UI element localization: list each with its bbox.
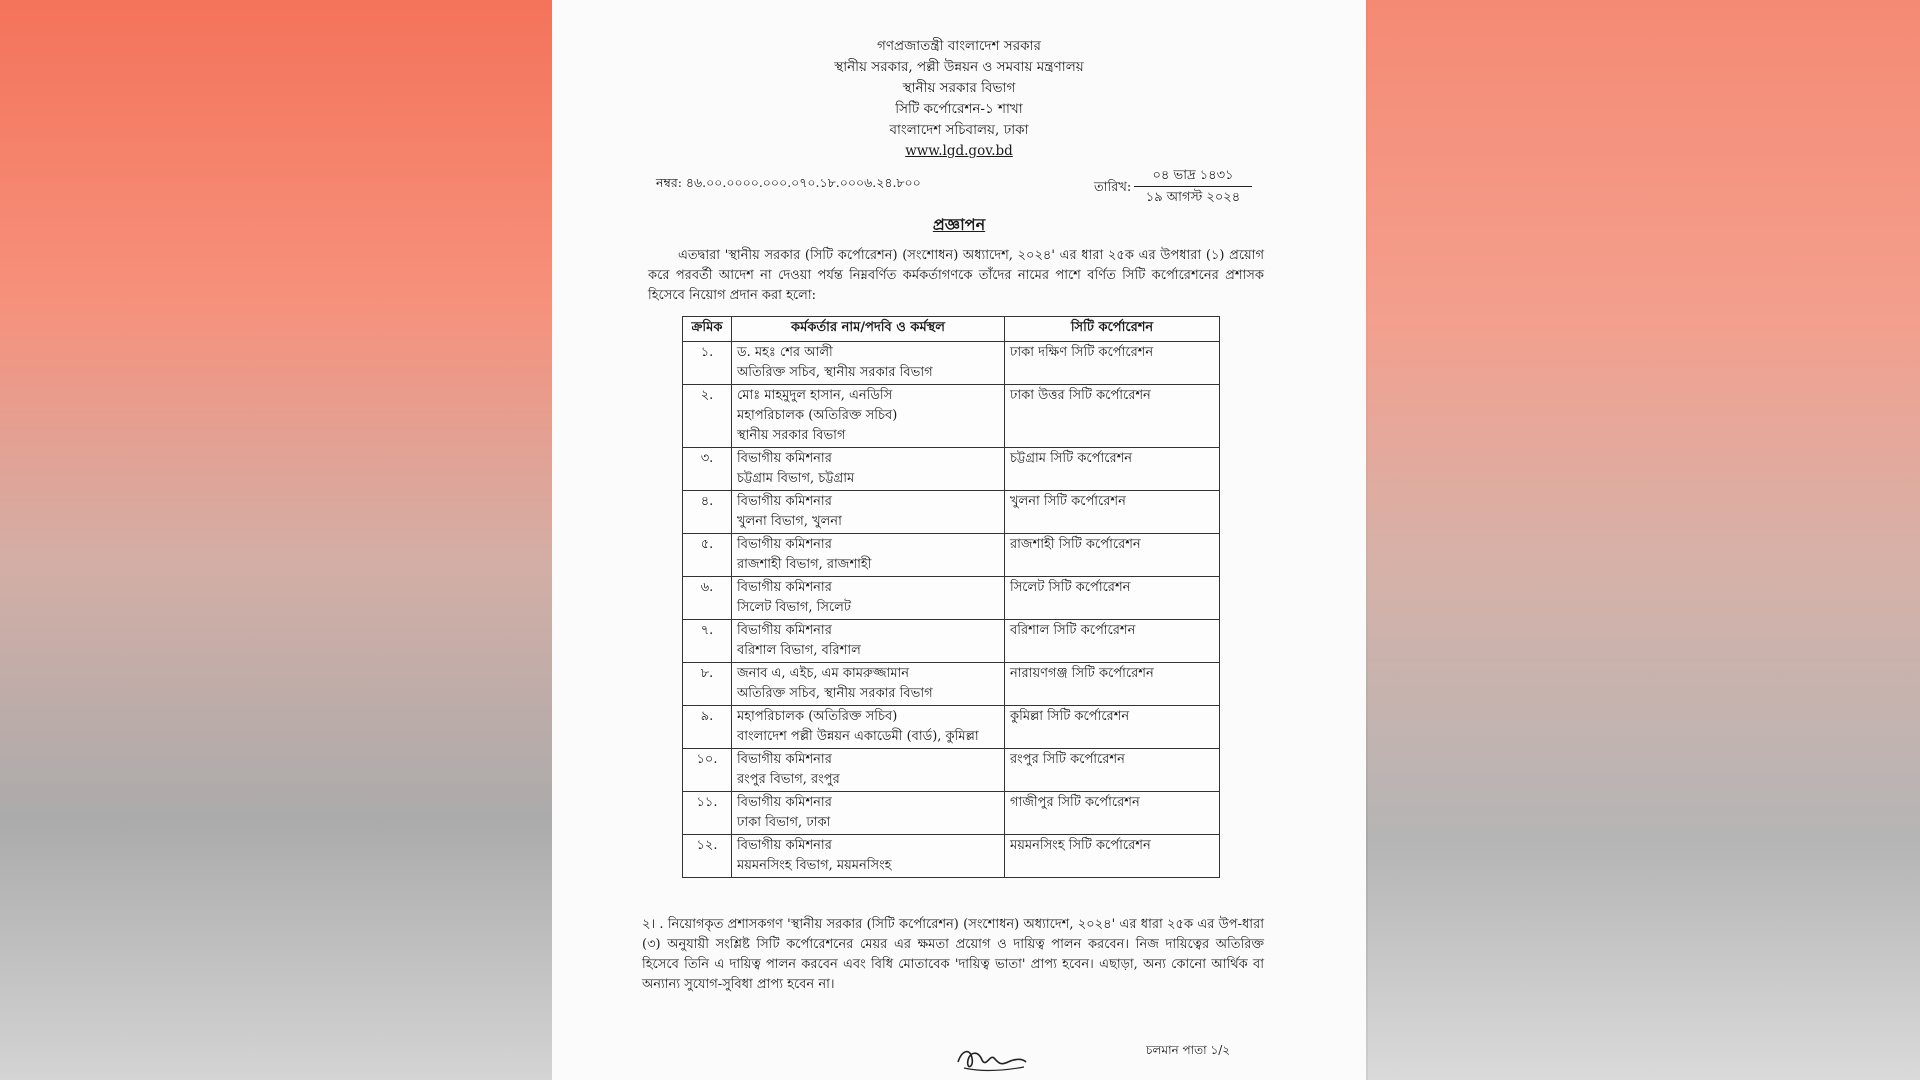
row-officer <box>732 792 1005 835</box>
row-corporation: চট্টগ্রাম সিটি কর্পোরেশন <box>1005 448 1220 491</box>
row-officer <box>732 385 1005 448</box>
row-serial: ১. <box>683 342 732 385</box>
row-corporation: ময়মনসিংহ সিটি কর্পোরেশন <box>1005 835 1220 878</box>
row-serial: ৬. <box>683 577 732 620</box>
officer-line: চট্টগ্রাম বিভাগ, চট্টগ্রাম <box>737 471 855 486</box>
row-corporation: বরিশাল সিটি কর্পোরেশন <box>1005 620 1220 663</box>
header-corporation: সিটি কর্পোরেশন <box>1005 317 1220 342</box>
date-block <box>1134 166 1252 209</box>
table-row <box>683 663 1220 706</box>
letterhead-address: বাংলাদেশ সচিবালয়, ঢাকা <box>889 122 1029 138</box>
row-officer <box>732 663 1005 706</box>
table-row <box>683 448 1220 491</box>
row-serial: ৯. <box>683 706 732 749</box>
officer-line: স্থানীয় সরকার বিভাগ <box>737 428 846 443</box>
row-officer <box>732 491 1005 534</box>
officer-line: বিভাগীয় কমিশনার <box>737 623 832 638</box>
officer-line: ড. মহঃ শের আলী <box>737 345 833 360</box>
table-row <box>683 706 1220 749</box>
officer-line: মহাপরিচালক (অতিরিক্ত সচিব) <box>737 709 898 724</box>
table-row <box>683 620 1220 663</box>
header-serial: ক্রমিক <box>683 317 732 342</box>
officer-line: বিভাগীয় কমিশনার <box>737 580 832 595</box>
row-corporation: ঢাকা উত্তর সিটি কর্পোরেশন <box>1005 385 1220 448</box>
officer-line: মোঃ মাহমুদুল হাসান, এনডিসি <box>737 388 893 403</box>
letterhead-ministry: স্থানীয় সরকার, পল্লী উন্নয়ন ও সমবায় মন্ত্রণালয় <box>834 59 1084 75</box>
table-row <box>683 577 1220 620</box>
officer-line: বিভাগীয় কমিশনার <box>737 451 832 466</box>
signature-mark <box>952 1040 1032 1074</box>
date-label: তারিখ: <box>1094 180 1132 195</box>
row-officer <box>732 534 1005 577</box>
row-corporation: কুমিল্লা সিটি কর্পোরেশন <box>1005 706 1220 749</box>
row-officer <box>732 835 1005 878</box>
row-officer <box>732 620 1005 663</box>
officer-line: বিভাগীয় কমিশনার <box>737 795 832 810</box>
officer-line: ঢাকা বিভাগ, ঢাকা <box>737 815 831 830</box>
row-corporation: নারায়ণগঞ্জ সিটি কর্পোরেশন <box>1005 663 1220 706</box>
row-corporation: রাজশাহী সিটি কর্পোরেশন <box>1005 534 1220 577</box>
row-serial: ২. <box>683 385 732 448</box>
row-serial: ৭. <box>683 620 732 663</box>
officer-line: সিলেট বিভাগ, সিলেট <box>737 600 851 615</box>
row-serial: ১১. <box>683 792 732 835</box>
date-bangla: ০৪ ভাদ্র ১৪৩১ <box>1134 166 1252 187</box>
officer-line: বিভাগীয় কমিশনার <box>737 838 832 853</box>
letterhead-division: স্থানীয় সরকার বিভাগ <box>902 80 1016 96</box>
memo-number: নম্বর: ৪৬.০০.০০০০.০০০.০৭০.১৮.০০০৬.২৪.৮০০ <box>656 175 921 190</box>
row-serial: ১২. <box>683 835 732 878</box>
officer-line: অতিরিক্ত সচিব, স্থানীয় সরকার বিভাগ <box>737 365 933 380</box>
letterhead <box>552 36 1366 162</box>
document-title: প্রজ্ঞাপন <box>932 215 986 234</box>
officer-line: জনাব এ, এইচ, এম কামরুজ্জামান <box>737 666 910 681</box>
row-corporation: রংপুর সিটি কর্পোরেশন <box>1005 749 1220 792</box>
paragraph-intro: এতদ্বারা 'স্থানীয় সরকার (সিটি কর্পোরেশন) (সংশোধন) অধ্যাদেশ, ২০২৪' এর ধারা ২৫ক এর উপধারা (১) প্রয়োগ করে পরবর্তী আদেশ না দেওয়া পর্যন্ত নিম্নবর্ণিত কর্মকর্তাগণকে তাঁদের নামের পাশে বর্ণিত সিটি কর্পোরেশনের প্রশাসক হিসেবে নিয়োগ প্রদান করা হলো: <box>648 248 1264 303</box>
date-english: ১৯ আগস্ট ২০২৪ <box>1145 190 1241 205</box>
row-officer <box>732 342 1005 385</box>
row-officer <box>732 448 1005 491</box>
officer-line: বিভাগীয় কমিশনার <box>737 537 832 552</box>
officer-line: বিভাগীয় কমিশনার <box>737 494 832 509</box>
document-page <box>552 0 1366 1080</box>
letterhead-branch: সিটি কর্পোরেশন-১ শাখা <box>895 101 1023 117</box>
website-link[interactable]: www.lgd.gov.bd <box>905 143 1013 159</box>
row-corporation: গাজীপুর সিটি কর্পোরেশন <box>1005 792 1220 835</box>
row-serial: ১০. <box>683 749 732 792</box>
officer-line: খুলনা বিভাগ, খুলনা <box>737 514 842 529</box>
officer-line: অতিরিক্ত সচিব, স্থানীয় সরকার বিভাগ <box>737 686 933 701</box>
paragraph-two: ২। . নিয়োগকৃত প্রশাসকগণ 'স্থানীয় সরকার (সিটি কর্পোরেশন) (সংশোধন) অধ্যাদেশ, ২০২৪' এর ধারা ২৫ক এর উপ-ধারা (৩) অনুযায়ী সংশ্লিষ্ট সিটি কর্পোরেশনের মেয়র এর ক্ষমতা প্রয়োগ ও দায়িত্ব পালন করবেন। নিজ দায়িত্বের অতিরিক্ত হিসেবে তিনি এ দায়িত্ব পালন করবেন এবং বিধি মোতাবেক 'দায়িত্ব ভাতা' প্রাপ্য হবেন। এছাড়া, অন্য কোনো আর্থিক বা অন্যান্য সুযোগ-সুবিধা প্রাপ্য হবেন না। <box>642 917 1264 992</box>
row-serial: ৪. <box>683 491 732 534</box>
row-corporation: খুলনা সিটি কর্পোরেশন <box>1005 491 1220 534</box>
table-row <box>683 491 1220 534</box>
row-officer <box>732 749 1005 792</box>
background-right-panel <box>1368 0 1920 1080</box>
officer-line: বাংলাদেশ পল্লী উন্নয়ন একাডেমী (বার্ড), কুমিল্লা <box>737 729 979 744</box>
table-row <box>683 792 1220 835</box>
page-continuation-note: চলমান পাতা ১/২ <box>1146 1043 1231 1057</box>
table-row <box>683 749 1220 792</box>
table-row <box>683 534 1220 577</box>
table-header-row <box>683 317 1220 342</box>
row-corporation: ঢাকা দক্ষিণ সিটি কর্পোরেশন <box>1005 342 1220 385</box>
officer-line: মহাপরিচালক (অতিরিক্ত সচিব) <box>737 408 898 423</box>
officer-line: রাজশাহী বিভাগ, রাজশাহী <box>737 557 872 572</box>
table-row <box>683 385 1220 448</box>
row-corporation: সিলেট সিটি কর্পোরেশন <box>1005 577 1220 620</box>
background-left-panel <box>0 0 552 1080</box>
row-serial: ৩. <box>683 448 732 491</box>
letterhead-government: গণপ্রজাতন্ত্রী বাংলাদেশ সরকার <box>877 38 1041 54</box>
officer-line: বরিশাল বিভাগ, বরিশাল <box>737 643 861 658</box>
officer-line: বিভাগীয় কমিশনার <box>737 752 832 767</box>
table-row <box>683 342 1220 385</box>
table-row <box>683 835 1220 878</box>
row-serial: ৫. <box>683 534 732 577</box>
officer-line: ময়মনসিংহ বিভাগ, ময়মনসিংহ <box>737 858 892 873</box>
header-officer: কর্মকর্তার নাম/পদবি ও কর্মস্থল <box>732 317 1005 342</box>
row-serial: ৮. <box>683 663 732 706</box>
row-officer <box>732 706 1005 749</box>
appointment-table <box>682 316 1220 878</box>
row-officer <box>732 577 1005 620</box>
officer-line: রংপুর বিভাগ, রংপুর <box>737 772 840 787</box>
